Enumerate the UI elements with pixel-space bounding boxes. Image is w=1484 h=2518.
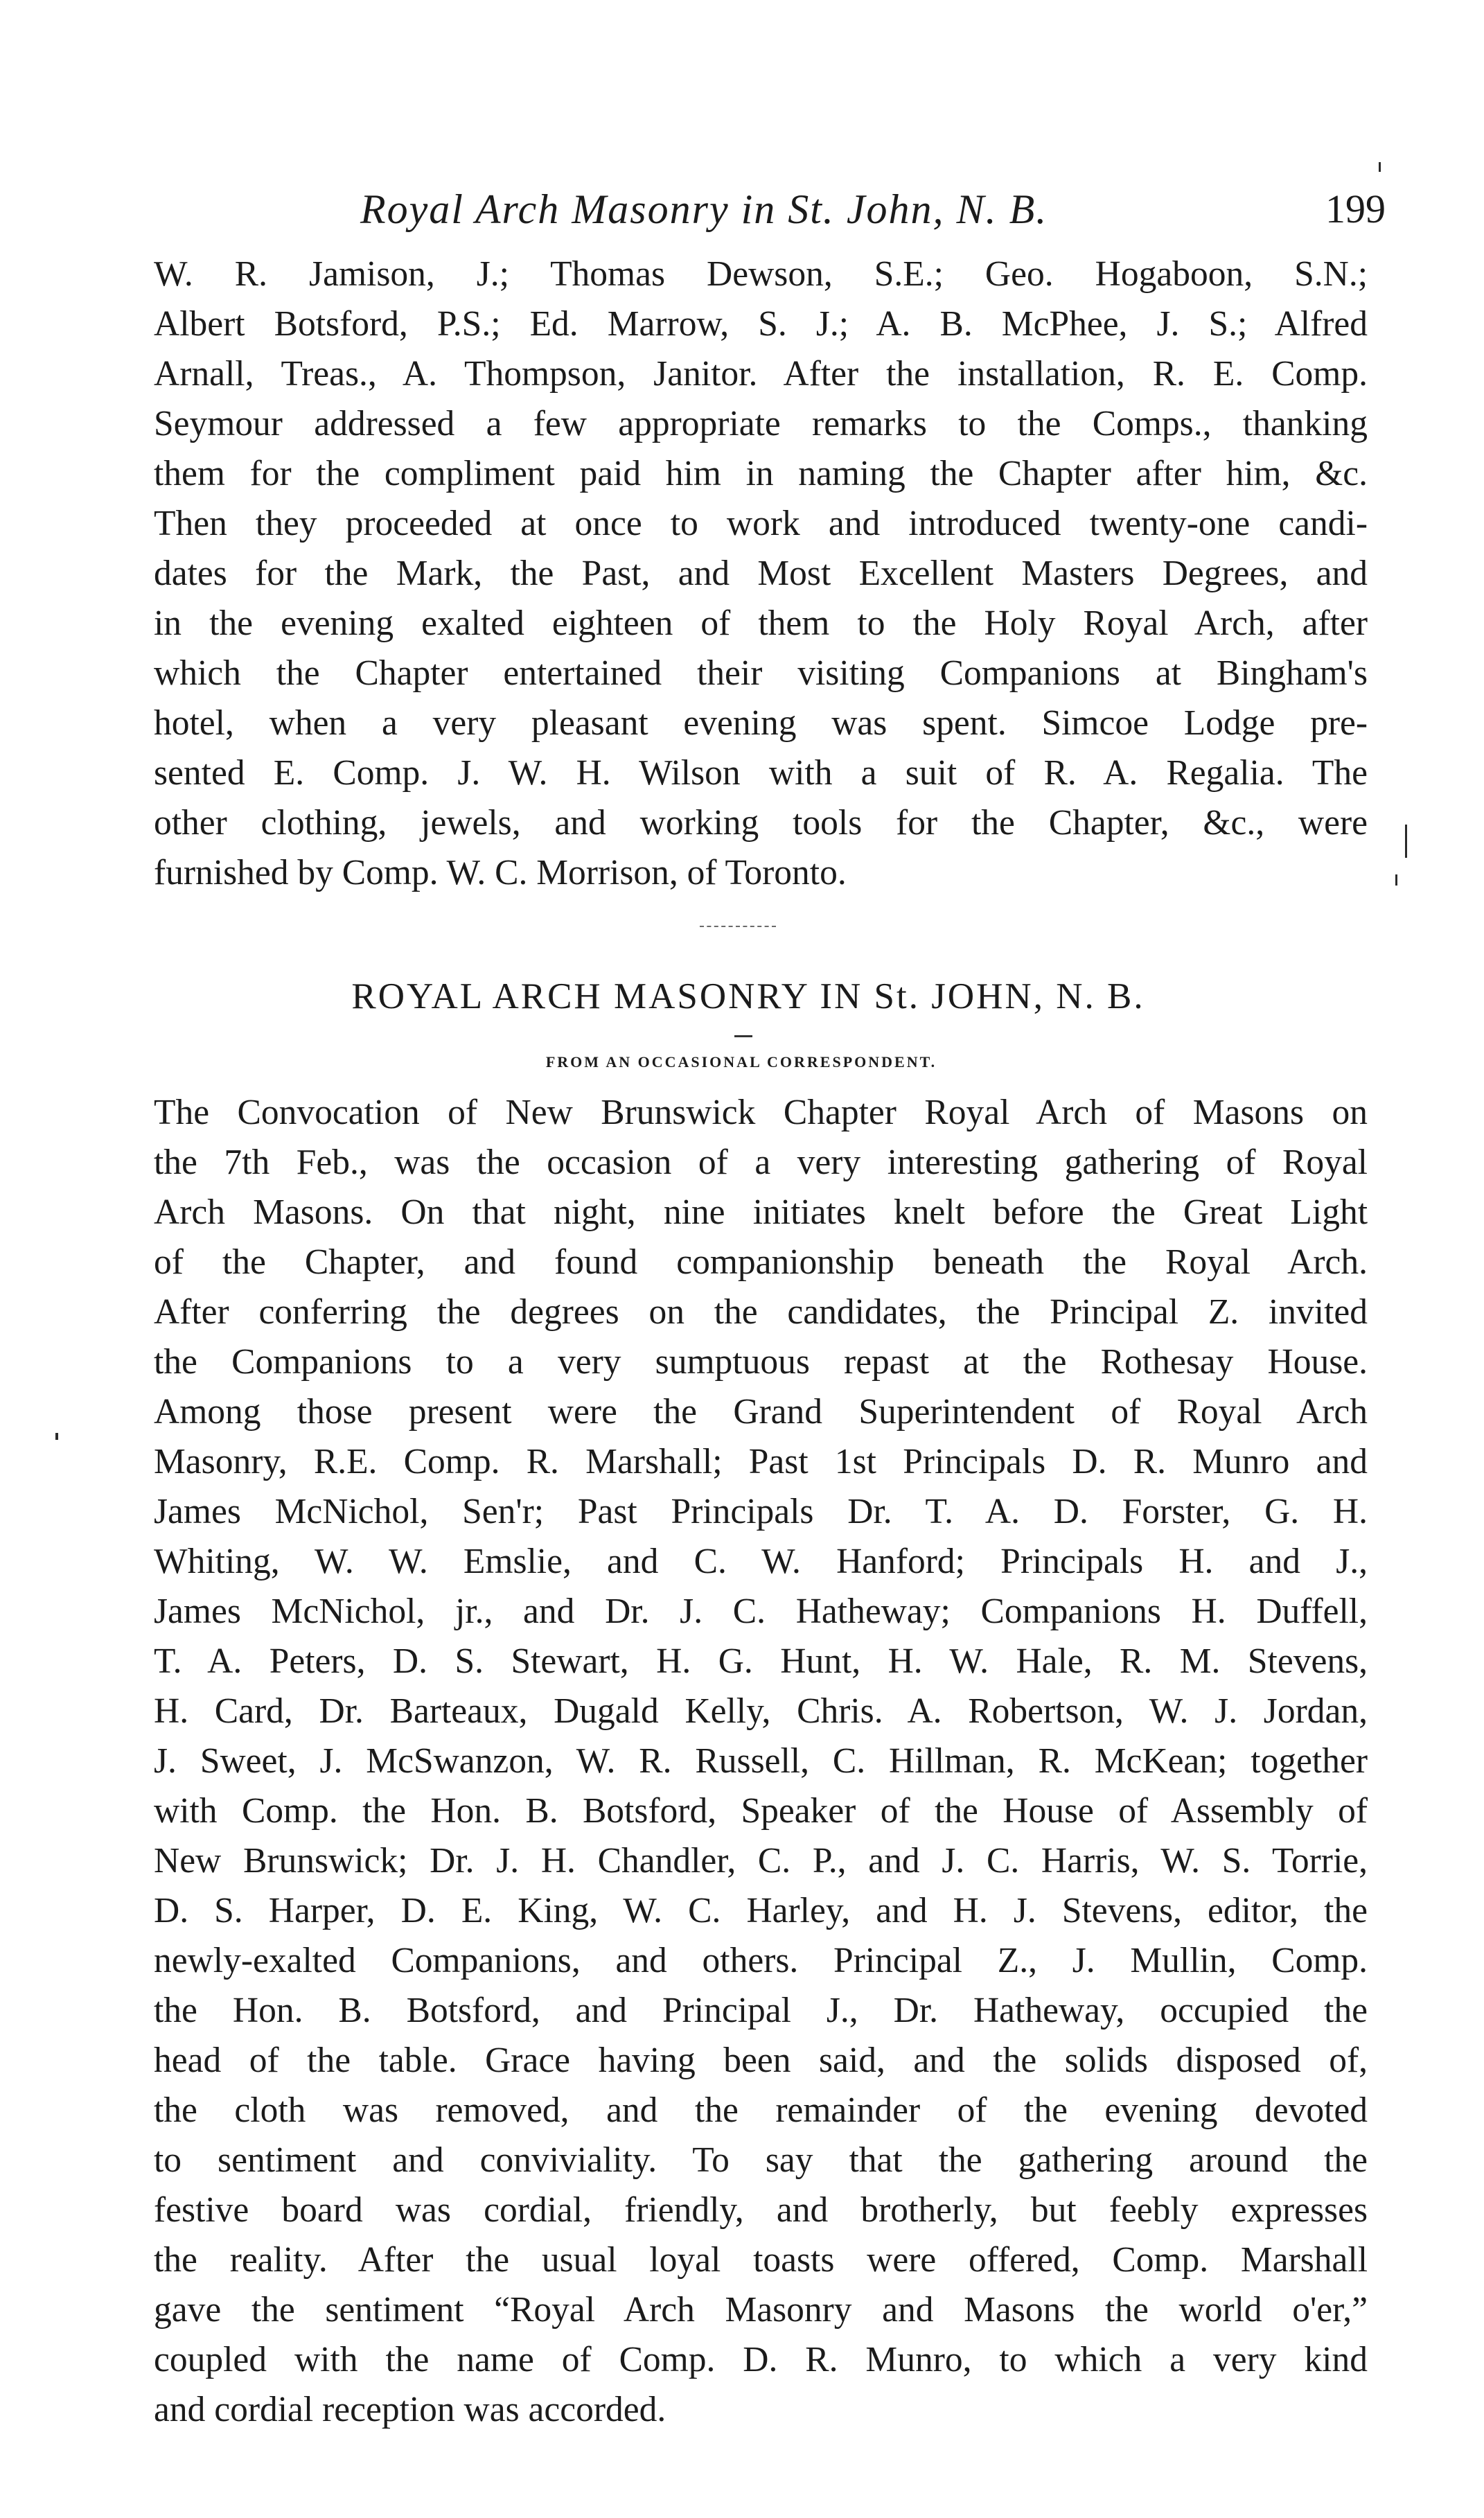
text-line: James McNichol, jr., and Dr. J. C. Hatheway; Companions H. Duffell, — [154, 1592, 1368, 1631]
text-line: furnished by Comp. W. C. Morrison, of Toronto. — [154, 853, 847, 892]
running-title: Royal Arch Masonry in St. John, N. B. — [360, 186, 1048, 232]
text-line: festive board was cordial, friendly, and brotherly, but feebly expresses — [154, 2190, 1368, 2230]
text-line: Arnall, Treas., A. Thompson, Janitor. After the installation, R. E. Comp. — [154, 354, 1368, 394]
text-line: Seymour addressed a few appropriate remarks to the Comps., thanking — [154, 404, 1368, 443]
text-line: sented E. Comp. J. W. H. Wilson with a suit of R. A. Regalia. The — [154, 753, 1368, 793]
section-separator — [700, 926, 776, 927]
text-line: in the evening exalted eighteen of them to the Holy Royal Arch, after — [154, 604, 1368, 643]
text-line: H. Card, Dr. Barteaux, Dugald Kelly, Chris. A. Robertson, W. J. Jordan, — [154, 1691, 1368, 1731]
text-line: other clothing, jewels, and working tools for the Chapter, &c., were — [154, 803, 1368, 843]
text-line: D. S. Harper, D. E. King, W. C. Harley, and H. J. Stevens, editor, the — [154, 1891, 1368, 1930]
margin-ink-mark — [1379, 162, 1381, 172]
text-line: the Hon. B. Botsford, and Principal J., Dr. Hatheway, occupied the — [154, 1991, 1368, 2030]
text-line: T. A. Peters, D. S. Stewart, H. G. Hunt, H. W. Hale, R. M. Stevens, — [154, 1641, 1368, 1681]
text-line: Albert Botsford, P.S.; Ed. Marrow, S. J.; A. B. McPhee, J. S.; Alfred — [154, 304, 1368, 344]
text-line: the Companions to a very sumptuous repast at the Rothesay House. — [154, 1342, 1368, 1382]
text-line: Whiting, W. W. Emslie, and C. W. Hanford; Principals H. and J., — [154, 1542, 1368, 1581]
text-line: Then they proceeded at once to work and introduced twenty-one candi- — [154, 504, 1368, 543]
page-number: 199 — [1325, 186, 1386, 231]
article-body — [154, 1088, 1368, 2435]
text-line: hotel, when a very pleasant evening was spent. Simcoe Lodge pre- — [154, 703, 1368, 743]
text-line: The Convocation of New Brunswick Chapter Royal Arch of Masons on — [154, 1093, 1368, 1132]
running-head — [360, 186, 1386, 241]
text-line: James McNichol, Sen'r; Past Principals Dr. T. A. D. Forster, G. H. — [154, 1492, 1368, 1531]
text-line: gave the sentiment “Royal Arch Masonry and Masons the world o'er,” — [154, 2290, 1368, 2330]
text-line: Masonry, R.E. Comp. R. Marshall; Past 1st Principals D. R. Munro and — [154, 1442, 1368, 1481]
text-line: head of the table. Grace having been said, and the solids disposed of, — [154, 2041, 1368, 2080]
text-line: to sentiment and conviviality. To say that the gathering around the — [154, 2140, 1368, 2180]
text-line: Arch Masons. On that night, nine initiates knelt before the Great Light — [154, 1192, 1368, 1232]
text-line: After conferring the degrees on the candidates, the Principal Z. invited — [154, 1292, 1368, 1332]
continued-paragraph — [154, 249, 1368, 898]
article-byline: FROM AN OCCASIONAL CORRESPONDENT. — [545, 1053, 937, 1071]
text-line: newly-exalted Companions, and others. Principal Z., J. Mullin, Comp. — [154, 1941, 1368, 1980]
text-line: New Brunswick; Dr. J. H. Chandler, C. P., and J. C. Harris, W. S. Torrie, — [154, 1841, 1368, 1881]
text-line: W. R. Jamison, J.; Thomas Dewson, S.E.; Geo. Hogaboon, S.N.; — [154, 254, 1368, 294]
margin-ink-mark — [1395, 874, 1397, 886]
text-line: of the Chapter, and found companionship beneath the Royal Arch. — [154, 1242, 1368, 1282]
text-line: dates for the Mark, the Past, and Most Excellent Masters Degrees, and — [154, 554, 1368, 593]
margin-ink-mark — [1405, 825, 1407, 858]
text-line: and cordial reception was accorded. — [154, 2390, 666, 2429]
text-line: J. Sweet, J. McSwanzon, W. R. Russell, C. Hillman, R. McKean; together — [154, 1741, 1368, 1781]
text-line: them for the compliment paid him in naming the Chapter after him, &c. — [154, 454, 1368, 493]
article-title: ROYAL ARCH MASONRY IN St. JOHN, N. B. — [351, 976, 1145, 1016]
text-line: with Comp. the Hon. B. Botsford, Speaker of the House of Assembly of — [154, 1791, 1368, 1831]
text-line: the 7th Feb., was the occasion of a very interesting gathering of Royal — [154, 1143, 1368, 1182]
text-line: coupled with the name of Comp. D. R. Munro, to which a very kind — [154, 2340, 1368, 2379]
title-rule — [734, 1035, 752, 1037]
margin-ink-mark — [55, 1433, 58, 1440]
text-line: Among those present were the Grand Superintendent of Royal Arch — [154, 1392, 1368, 1432]
text-line: the reality. After the usual loyal toasts were offered, Comp. Marshall — [154, 2240, 1368, 2280]
text-line: the cloth was removed, and the remainder of the evening devoted — [154, 2090, 1368, 2130]
text-line: which the Chapter entertained their visiting Companions at Bingham's — [154, 653, 1368, 693]
